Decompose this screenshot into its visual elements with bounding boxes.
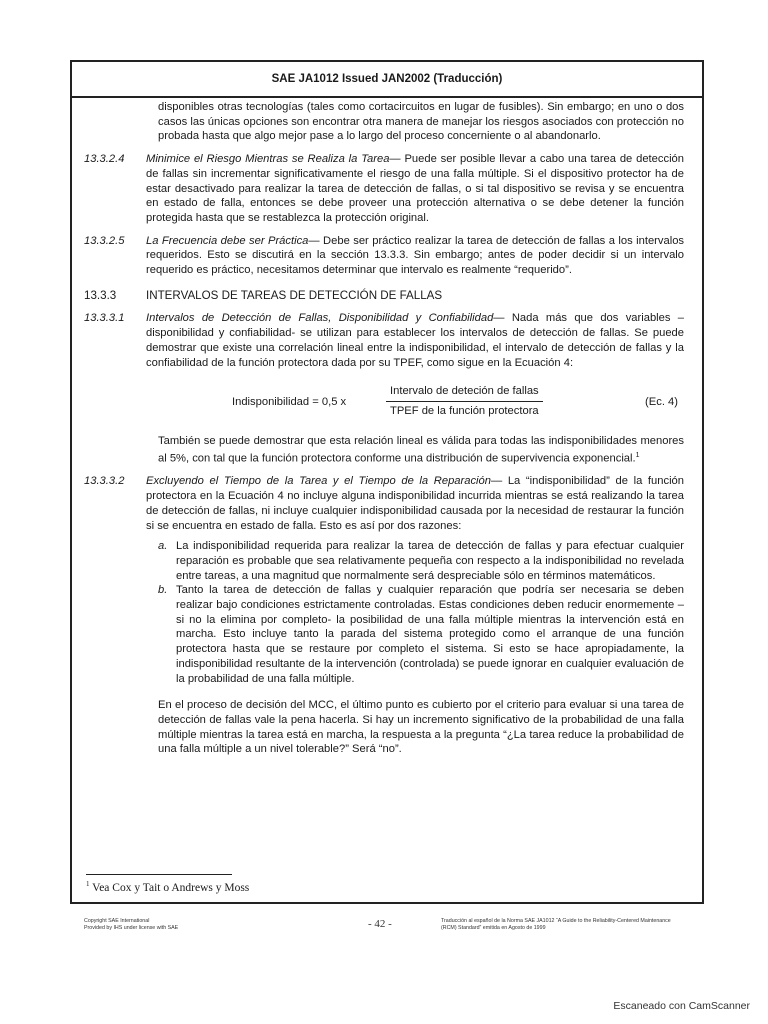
list-item	[158, 539, 684, 583]
footer-copyright-line: Copyright SAE International	[84, 918, 150, 924]
section-body	[146, 152, 684, 226]
equation-fraction	[386, 384, 543, 418]
section-text: Debe ser práctico realizar la tarea de detección de fallas a los intervalos requeridos. Esto se discutirá en la sección 13.3.3. Sin embargo; antes de poder decidir si un intervalo requerido es práctico, necesitamos determinar que intervalo es realmente “requerido”.	[146, 234, 685, 277]
paragraph-text: También se puede demostrar que esta relación lineal es válida para todas las indisponibilidades menores al 5%, con tal que la función protectora conforme una distribución de supervivencia exponencial.	[158, 435, 684, 465]
equation-4	[84, 384, 684, 424]
section-dash: —	[491, 475, 503, 488]
section-13-3-3-heading	[84, 289, 684, 304]
heading-number: 13.3.3	[84, 288, 117, 302]
page-body	[84, 100, 684, 757]
page-number: - 42 -	[368, 918, 392, 930]
footer-copyright	[84, 918, 178, 931]
section-dash: —	[493, 312, 505, 325]
section-13-3-3-2	[84, 474, 684, 533]
equation-lhs: Indisponibilidad = 0,5 x	[232, 396, 347, 409]
list-item	[158, 583, 684, 686]
footnote	[86, 880, 249, 894]
list-letter: b.	[158, 584, 168, 597]
section-number: 13.3.2.4	[84, 153, 125, 166]
section-text: La “indisponibilidad” de la función protectora en la Ecuación 4 no incluye alguna indisponibilidad incurrida mientras se está realizando la tarea de detección de fallas, ni incluye cualquier indisponibilidad causada por la necesidad de restaurar la función si se encuentra en estado de falla. Esto es así por dos razones:	[146, 475, 685, 532]
section-text: Puede ser posible llevar a cabo una tarea de detección de fallas sin incrementar significativamente el riesgo de una falla múltiple. Si el dispositivo protector ha de estar desactivado para realizar la tarea de detección de fallas, o si tal dispositivo se revisa y se encuentra en estado de falla, entonces se debe proveer una protección alternativa o se debe detener la función protegida hasta que se restablezca la protección original.	[146, 153, 684, 224]
footer-license-line: Provided by IHS under license with SAE	[84, 924, 179, 931]
footnote-ref[interactable]: 1	[635, 451, 640, 459]
intro-continuation: disponibles otras tecnologías (tales como cortacircuitos en lugar de fusibles). Sin embargo; en uno o dos casos las únicas opciones son encontrar otra manera de manejar los riesgos asociados con protección no probada hasta que algo mejor pase a lo largo del proceso concerniente o al abandonarlo.	[158, 101, 684, 143]
document-title: SAE JA1012 Issued JAN2002 (Traducción)	[271, 73, 503, 85]
section-text: Nada más que dos variables –disponibilidad y confiabilidad- se utilizan para establecer los intervalos de detección de fallas. Se puede demostrar que existe una correlación lineal entre la indisponibilidad, el intervalo de detección de fallas y la confiabilidad de la función protectora dada por su TPEF, como sigue en la Ecuación 4:	[146, 312, 685, 369]
reasons-list	[84, 539, 684, 686]
section-title: Excluyendo el Tiempo de la Tarea y el Tiempo de la Reparación	[146, 475, 491, 488]
page-frame	[70, 60, 704, 904]
footer-translation-note: Traducción al español de la Norma SAE JA1012 “A Guide to the Reliability-Centered Maintenance (RCM) Standard” emitida en Agosto de 1999	[441, 918, 671, 931]
heading-title: INTERVALOS DE TAREAS DE DETECCIÓN DE FALLAS	[146, 288, 443, 302]
section-13-3-2-5	[84, 234, 684, 278]
section-number: 13.3.3.2	[84, 475, 125, 488]
footnote-mark: 1	[86, 880, 90, 888]
section-body	[146, 311, 684, 370]
section-title: Intervalos de Detección de Fallas, Disponibilidad y Confiabilidad	[146, 312, 494, 325]
section-13-3-3-1	[84, 311, 684, 370]
closing-paragraph: En el proceso de decisión del MCC, el último punto es cubierto por el criterio para evaluar si una tarea de detección de fallas vale la pena hacerla. Si hay un incremento significativo de la probabilidad de una falla múltiple mientras la tarea está en marcha, la respuesta a la pregunta “¿La tarea reduce la probabilidad de una falla múltiple a un nivel tolerable?” Será “no”.	[158, 699, 684, 756]
equation-denominator: TPEF de la función protectora	[390, 404, 539, 417]
page-header	[72, 62, 702, 98]
after-formula-paragraph	[84, 434, 684, 466]
equation-numerator: Intervalo de deteción de fallas	[386, 384, 543, 402]
scanner-watermark: Escaneado con CamScanner	[613, 1000, 750, 1012]
list-text: Tanto la tarea de detección de fallas y cualquier reparación que podría ser necesaria se deben realizar bajo condiciones estrictamente controladas. Estas condiciones deben reducir enormemente –si no la elimina por completo- la posibilidad de una falla múltiple mientras la intervención está en marcha. Esto incluye tanto la parada del sistema protegido como el arranque de una función protectora hasta que se restaure por completo el sistema. Si esto se hace apropiadamente, la indisponibilidad resultante de la intervención (controlada) se puede ignorar en cualquier evaluación de la probabilidad de una falla múltiple.	[176, 584, 684, 685]
equation-label: (Ec. 4)	[645, 396, 678, 409]
section-title: Minimice el Riesgo Mientras se Realiza la Tarea	[146, 153, 390, 166]
section-13-3-2-4	[84, 152, 684, 226]
section-number: 13.3.3.1	[84, 312, 125, 325]
section-number: 13.3.2.5	[84, 234, 125, 247]
section-dash: —	[389, 153, 401, 166]
section-dash: —	[308, 234, 320, 247]
section-title: La Frecuencia debe ser Práctica	[146, 234, 309, 247]
page-footer	[84, 918, 684, 940]
footnote-divider	[86, 874, 232, 875]
section-body	[146, 234, 684, 278]
footnote-text: Vea Cox y Tait o Andrews y Moss	[92, 881, 250, 894]
list-text: La indisponibilidad requerida para realizar la tarea de detección de fallas y para efectuar cualquier reparación es probable que sea relativamente pequeña con respecto a la indisponibilidad no revelada entre tareas, a una magnitud que normalmente será despreciable sólo en términos matemáticos.	[176, 540, 684, 582]
list-letter: a.	[158, 540, 168, 553]
section-body	[146, 474, 684, 533]
